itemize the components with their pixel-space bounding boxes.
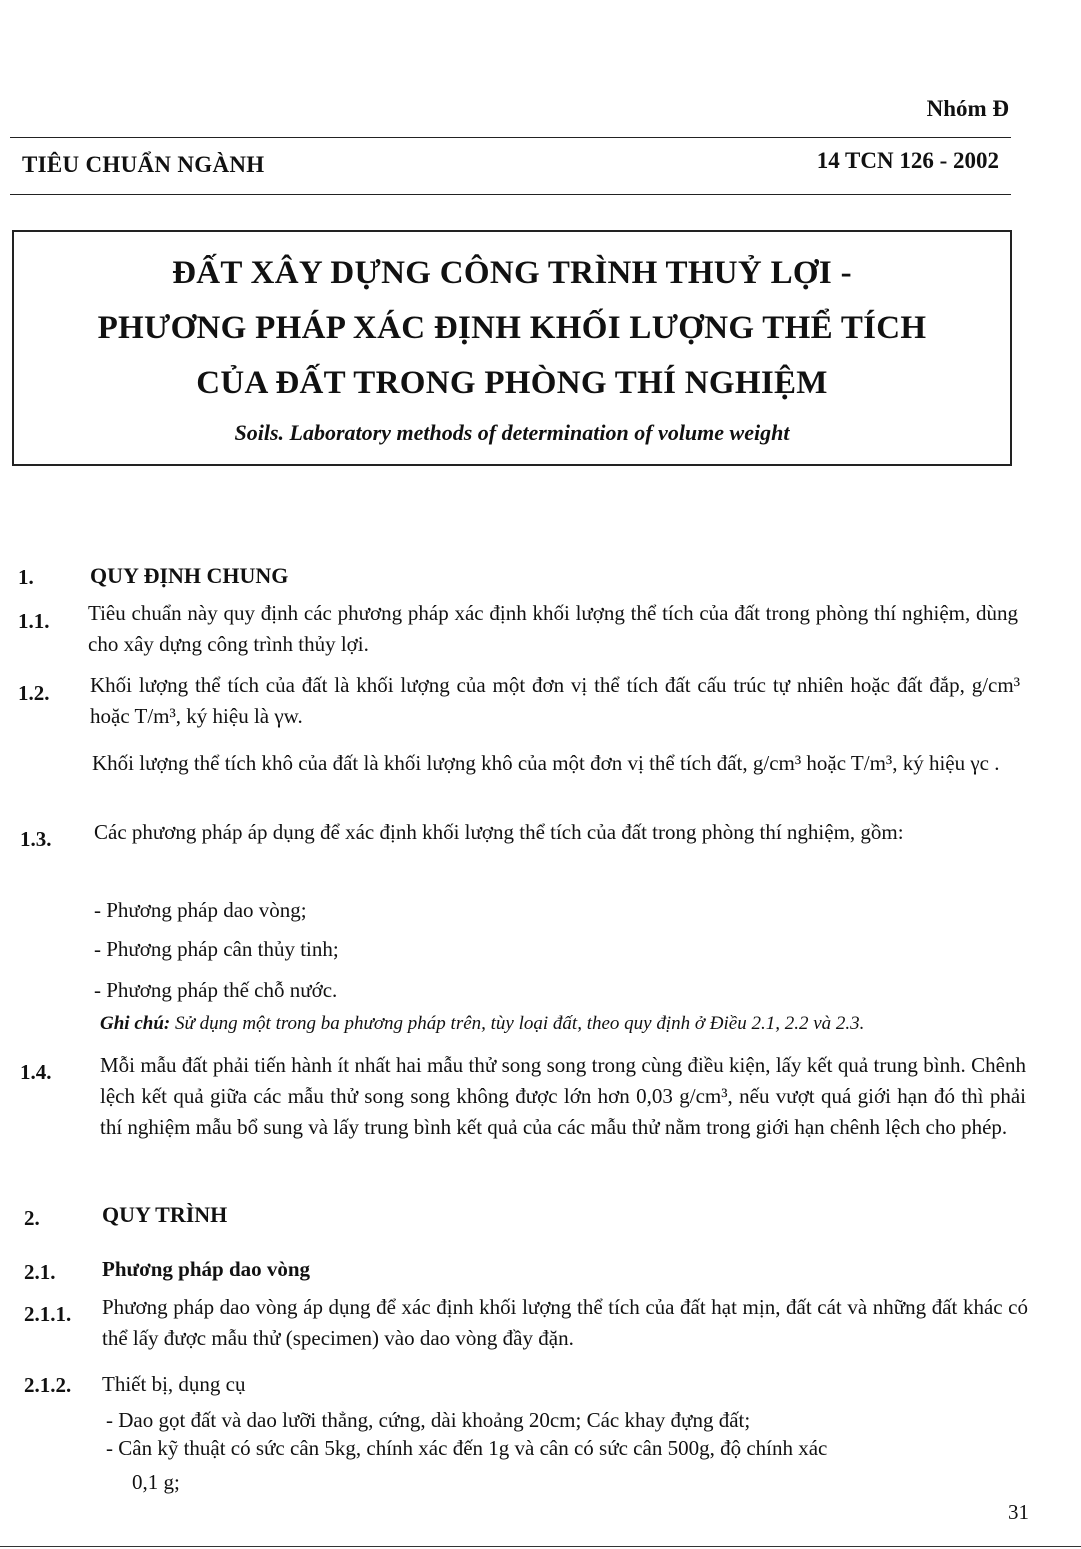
clause-2-1-2-heading: Thiết bị, dụng cụ [102,1372,246,1396]
clause-1-3-text: Các phương pháp áp dụng để xác định khối lượng thể tích của đất trong phòng thí nghiệm, gồm: [94,820,904,844]
page-bottom-edge [0,1546,1081,1547]
header-rule-bottom [10,194,1011,195]
clause-2-1-1-text: Phương pháp dao vòng áp dụng để xác định khối lượng thể tích của đất hạt mịn, đất cát và những đất khác có thể lấy được mẫu thử (specimen) vào dao vòng đầy đặn. [102,1295,1028,1350]
clause-1-2-number: 1.2. [18,681,50,705]
note [100,1013,864,1035]
method-list-item-2: - Phương pháp cân thủy tinh; [94,937,339,961]
clause-1-1-text: Tiêu chuẩn này quy định các phương pháp xác định khối lượng thể tích của đất trong phòng thí nghiệm, dùng cho xây dựng công trình thủy lợi. [88,601,1018,656]
method-list-item-3: - Phương pháp thế chỗ nước. [94,978,338,1002]
title-line-1: ĐẤT XÂY DỰNG CÔNG TRÌNH THUỶ LỢI - [172,255,852,291]
clause-1-1-number: 1.1. [18,609,50,633]
section-1-number: 1. [18,565,34,589]
section-2-number: 2. [24,1206,40,1230]
standard-code: 14 TCN 126 - 2002 [816,148,999,173]
title-line-2: PHƯƠNG PHÁP XÁC ĐỊNH KHỐI LƯỢNG THỂ TÍCH [97,310,927,346]
title-line-3: CỦA ĐẤT TRONG PHÒNG THÍ NGHIỆM [196,365,828,401]
clause-2-1-2-number: 2.1.2. [24,1373,72,1397]
equipment-item-2: - Cân kỹ thuật có sức cân 5kg, chính xác đến 1g và cân có sức cân 500g, độ chính xác [106,1436,828,1460]
clause-1-2-text: Khối lượng thể tích của đất là khối lượng của một đơn vị thể tích đất cấu trúc tự nhiên hoặc đất đắp, g/cm³ hoặc T/m³, ký hiệu là γw. [90,673,1020,728]
title-box [12,230,1012,466]
clause-2-1-1-number: 2.1.1. [24,1302,72,1326]
clause-1-4-number: 1.4. [20,1060,52,1084]
clause-1-2-text-2: Khối lượng thể tích khô của đất là khối lượng khô của một đơn vị thể tích đất, g/cm³ hoặc T/m³, ký hiệu γc . [92,751,1000,775]
method-list-item-1: - Phương pháp dao vòng; [94,898,307,922]
header-rule-top [10,137,1011,138]
note-label: Ghi chú: [100,1013,171,1034]
clause-2-1-number: 2.1. [24,1260,56,1284]
clause-2-1-heading: Phương pháp dao vòng [102,1257,311,1281]
equipment-item-1: - Dao gọt đất và dao lưỡi thẳng, cứng, dài khoảng 20cm; Các khay đựng đất; [106,1408,751,1432]
section-1-heading: QUY ĐỊNH CHUNG [90,563,289,588]
note-text: Sử dụng một trong ba phương pháp trên, tùy loại đất, theo quy định ở Điều 2.1, 2.2 và 2.3. [170,1013,865,1034]
standard-type: TIÊU CHUẨN NGÀNH [22,152,265,177]
section-2-heading: QUY TRÌNH [102,1202,228,1227]
clause-1-4-text: Mỗi mẫu đất phải tiến hành ít nhất hai mẫu thử song song trong cùng điều kiện, lấy kết quả trung bình. Chênh lệch kết quả giữa các mẫu thử song song không được lớn hơn 0,03 g/cm³, nếu vượt quá giới hạn đó thì phải thí nghiệm mẫu bổ sung và lấy trung bình kết quả của các mẫu thử nằm trong giới hạn chênh lệch cho phép. [100,1053,1026,1139]
clause-1-3-number: 1.3. [20,827,52,851]
page-number: 31 [1008,1500,1029,1524]
english-subtitle: Soils. Laboratory methods of determination of volume weight [234,420,790,445]
equipment-item-2-cont: 0,1 g; [132,1470,180,1494]
group-label: Nhóm Đ [926,96,1009,121]
